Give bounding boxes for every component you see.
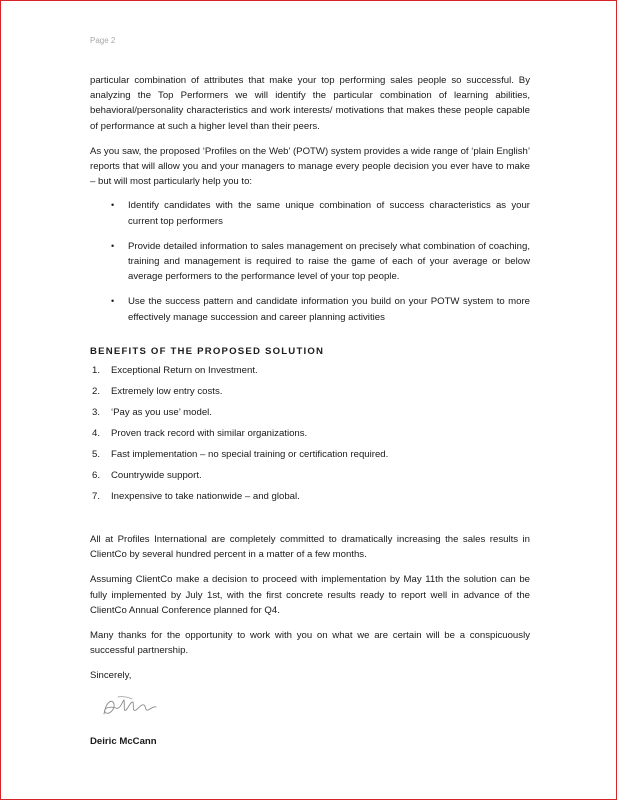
list-number: 3. [92,407,101,419]
list-number: 6. [92,470,101,482]
intro-paragraph-2: As you saw, the proposed ‘Profiles on the Web’ (POTW) system provides a wide range of ‘plain English’ reports that will allow you and your managers to manage every people decision you ever have to make – but will most particularly help you to: [90,145,530,188]
list-item [90,489,530,510]
list-item-text: Use the success pattern and candidate information you build on your POTW system to more effectively manage succession and career planning activities [128,296,530,323]
closing-paragraph-1: All at Profiles International are completely committed to dramatically increasing the sales results in ClientCo by several hundred percent in a matter of a few months. [90,534,530,561]
signature-image [90,692,530,726]
list-item [90,198,530,228]
list-item [90,447,530,468]
bullet-icon: • [111,240,115,251]
list-item-text: ‘Pay as you use’ model. [111,407,212,419]
list-item-text: Extremely low entry costs. [111,386,223,398]
list-item [90,405,530,426]
list-item-text: Proven track record with similar organizations. [111,428,308,440]
handwritten-signature-icon [96,692,166,722]
list-item [90,294,530,324]
list-item-text: Countrywide support. [111,470,202,482]
list-item-text: Provide detailed information to sales management on precisely what combination of coaching, training and management is required to raise the game of each of your average or below average performers to the performance level of your top people. [128,240,530,283]
letter-body [90,73,530,749]
list-number: 1. [92,365,101,377]
benefits-list [90,363,530,510]
list-item-text: Fast implementation – no special training or certification required. [111,449,389,461]
list-item-text: Identify candidates with the same unique combination of success characteristics as your current top performers [128,200,530,227]
benefits-heading: BENEFITS OF THE PROPOSED SOLUTION [90,345,325,357]
list-item [90,363,530,384]
signoff-text: Sincerely, [90,670,132,682]
list-item [90,468,530,489]
capabilities-list [90,198,530,324]
intro-paragraph-1: particular combination of attributes that make your top performing sales people so successful. By analyzing the Top Performers we will identify the particular combination of learning abilities, behavioral/personality characteristics and work interests/ motivations that makes these people capable of performance at such a higher level than their peers. [90,75,530,132]
list-number: 7. [92,491,101,503]
signer-name: Deiric McCann [90,735,157,747]
list-item [90,384,530,405]
list-item [90,239,530,285]
list-item-text: Exceptional Return on Investment. [111,365,258,377]
list-number: 4. [92,428,101,440]
list-item [90,426,530,447]
list-number: 5. [92,449,101,461]
list-item-text: Inexpensive to take nationwide – and global. [111,491,300,503]
list-number: 2. [92,386,101,398]
bullet-icon: • [111,296,115,307]
bullet-icon: • [111,200,115,211]
closing-paragraph-3: Many thanks for the opportunity to work with you on what we are certain will be a conspicuously successful partnership. [90,630,530,657]
closing-paragraph-2: Assuming ClientCo make a decision to proceed with implementation by May 11th the solution can be fully implemented by July 1st, with the first concrete results ready to report well in advance of the ClientCo Annual Conference planned for Q4. [90,574,530,616]
page-number-label: Page 2 [90,36,116,45]
